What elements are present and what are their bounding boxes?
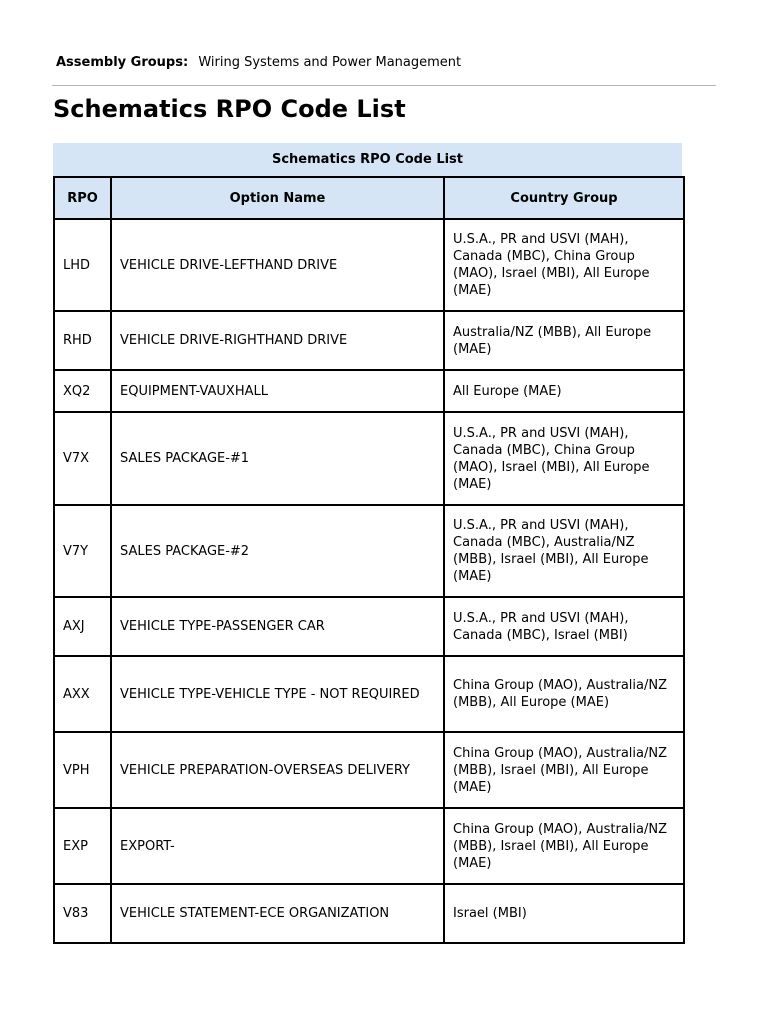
rpo-cell: AXX [54, 656, 111, 732]
column-header-rpo: RPO [54, 177, 111, 219]
table-caption: Schematics RPO Code List [53, 143, 682, 176]
page-title: Schematics RPO Code List [53, 95, 406, 123]
option-name-cell: VEHICLE TYPE-PASSENGER CAR [111, 597, 444, 656]
table-row [54, 311, 684, 370]
column-header-country-group: Country Group [444, 177, 684, 219]
country-group-cell: U.S.A., PR and USVI (MAH), Canada (MBC), Australia/NZ (MBB), Israel (MBI), All Europe (MAE) [444, 505, 684, 597]
rpo-cell: VPH [54, 732, 111, 808]
country-group-cell: China Group (MAO), Australia/NZ (MBB), Israel (MBI), All Europe (MAE) [444, 808, 684, 884]
rpo-cell: LHD [54, 219, 111, 311]
rpo-cell: EXP [54, 808, 111, 884]
option-name-cell: EQUIPMENT-VAUXHALL [111, 370, 444, 412]
option-name-cell: VEHICLE DRIVE-RIGHTHAND DRIVE [111, 311, 444, 370]
rpo-cell: V7X [54, 412, 111, 505]
table-row [54, 412, 684, 505]
option-name-cell: SALES PACKAGE-#2 [111, 505, 444, 597]
table-row [54, 370, 684, 412]
table-row [54, 884, 684, 943]
assembly-groups-label: Assembly Groups: [56, 55, 189, 70]
country-group-cell: Australia/NZ (MBB), All Europe (MAE) [444, 311, 684, 370]
option-name-cell: VEHICLE TYPE-VEHICLE TYPE - NOT REQUIRED [111, 656, 444, 732]
table-row [54, 656, 684, 732]
table-header-row [54, 177, 684, 219]
country-group-cell: China Group (MAO), Australia/NZ (MBB), Israel (MBI), All Europe (MAE) [444, 732, 684, 808]
rpo-cell: AXJ [54, 597, 111, 656]
option-name-cell: VEHICLE PREPARATION-OVERSEAS DELIVERY [111, 732, 444, 808]
country-group-cell: U.S.A., PR and USVI (MAH), Canada (MBC), Israel (MBI) [444, 597, 684, 656]
rpo-cell: V83 [54, 884, 111, 943]
assembly-groups-value: Wiring Systems and Power Management [198, 55, 462, 70]
table-row [54, 597, 684, 656]
country-group-cell: China Group (MAO), Australia/NZ (MBB), All Europe (MAE) [444, 656, 684, 732]
option-name-cell: VEHICLE DRIVE-LEFTHAND DRIVE [111, 219, 444, 311]
table-row [54, 732, 684, 808]
assembly-groups-line [56, 54, 461, 71]
table-row [54, 808, 684, 884]
option-name-cell: VEHICLE STATEMENT-ECE ORGANIZATION [111, 884, 444, 943]
header-divider [52, 85, 716, 86]
option-name-cell: SALES PACKAGE-#1 [111, 412, 444, 505]
country-group-cell: U.S.A., PR and USVI (MAH), Canada (MBC), China Group (MAO), Israel (MBI), All Europe (MAE) [444, 412, 684, 505]
column-header-option-name: Option Name [111, 177, 444, 219]
rpo-code-table [53, 176, 685, 944]
country-group-cell: All Europe (MAE) [444, 370, 684, 412]
country-group-cell: Israel (MBI) [444, 884, 684, 943]
table-row [54, 219, 684, 311]
table-row [54, 505, 684, 597]
rpo-cell: V7Y [54, 505, 111, 597]
rpo-cell: XQ2 [54, 370, 111, 412]
country-group-cell: U.S.A., PR and USVI (MAH), Canada (MBC), China Group (MAO), Israel (MBI), All Europe (MAE) [444, 219, 684, 311]
rpo-cell: RHD [54, 311, 111, 370]
option-name-cell: EXPORT- [111, 808, 444, 884]
